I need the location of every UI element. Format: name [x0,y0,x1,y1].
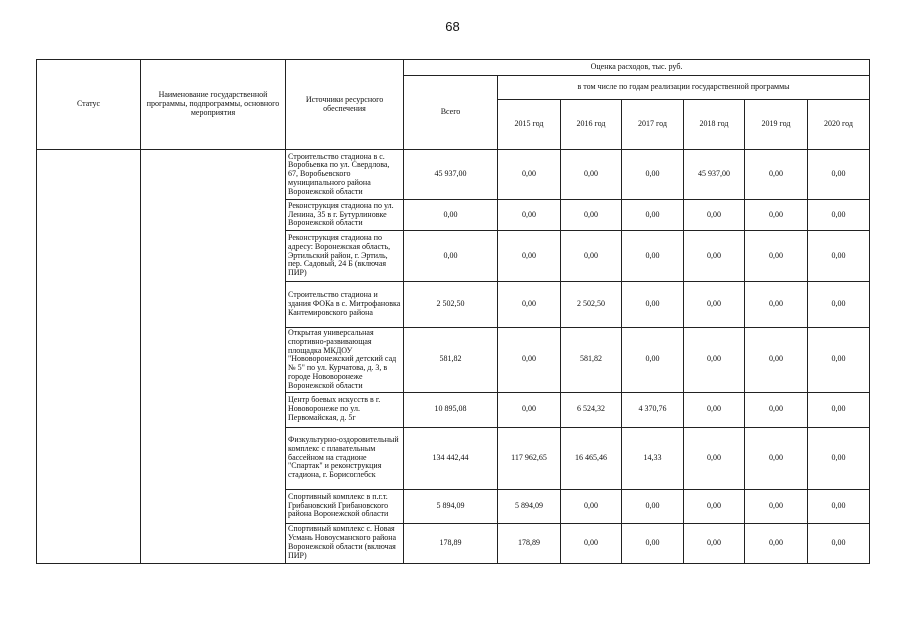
source-cell: Открытая универсальная спортивно-развивающая площадка МКДОУ "Нововоронежский детский сад № 5" по ул. Курчатова, д. 3, в городе Нововоронеже Воронежской области [286,328,404,393]
header-year-2020: 2020 год [808,100,870,150]
year-cell: 0,00 [684,489,745,523]
year-cell: 0,00 [498,282,561,328]
year-cell: 117 962,65 [498,427,561,489]
header-status: Статус [37,60,141,150]
year-cell: 0,00 [622,489,684,523]
header-year-2016: 2016 год [561,100,622,150]
total-cell: 45 937,00 [404,150,498,200]
year-cell: 0,00 [808,328,870,393]
total-cell: 0,00 [404,231,498,282]
year-cell: 4 370,76 [622,392,684,427]
header-year-2017: 2017 год [622,100,684,150]
year-cell: 178,89 [498,523,561,563]
year-cell: 0,00 [561,150,622,200]
year-cell: 0,00 [808,427,870,489]
budget-table [36,59,870,564]
year-cell: 0,00 [745,282,808,328]
header-year-2018: 2018 год [684,100,745,150]
year-cell: 0,00 [561,231,622,282]
year-cell: 0,00 [684,523,745,563]
year-cell: 0,00 [498,392,561,427]
year-cell: 6 524,32 [561,392,622,427]
year-cell: 0,00 [622,150,684,200]
year-cell: 0,00 [684,200,745,231]
source-cell: Спортивный комплекс с. Новая Усмань Новоусманского района Воронежской области (включая ПИР) [286,523,404,563]
year-cell: 0,00 [622,328,684,393]
header-total: Всего [404,76,498,150]
year-cell: 0,00 [808,200,870,231]
table-body [37,150,870,564]
year-cell: 14,33 [622,427,684,489]
status-cell [37,150,141,564]
header-by-years: в том числе по годам реализации государственной программы [498,76,870,100]
total-cell: 10 895,08 [404,392,498,427]
total-cell: 5 894,09 [404,489,498,523]
year-cell: 0,00 [498,200,561,231]
header-estimate: Оценка расходов, тыс. руб. [404,60,870,76]
source-cell: Реконструкция стадиона по адресу: Воронежская область, Эртильский район, г. Эртиль, пер. Садовый, 24 Б (включая ПИР) [286,231,404,282]
year-cell: 0,00 [561,489,622,523]
total-cell: 178,89 [404,523,498,563]
total-cell: 2 502,50 [404,282,498,328]
total-cell: 0,00 [404,200,498,231]
year-cell: 0,00 [745,200,808,231]
year-cell: 0,00 [808,489,870,523]
year-cell: 0,00 [684,231,745,282]
total-cell: 134 442,44 [404,427,498,489]
year-cell: 0,00 [808,282,870,328]
page-number: 68 [445,19,460,34]
source-cell: Физкультурно-оздоровительный комплекс с плавательным бассейном на стадионе "Спартак" и реконструкция стадиона, г. Борисоглебск [286,427,404,489]
source-cell: Спортивный комплекс в п.г.т. Грибановский Грибановского района Воронежской области [286,489,404,523]
year-cell: 5 894,09 [498,489,561,523]
year-cell: 0,00 [745,427,808,489]
year-cell: 0,00 [745,231,808,282]
year-cell: 0,00 [745,489,808,523]
year-cell: 0,00 [808,392,870,427]
year-cell: 0,00 [745,392,808,427]
year-cell: 0,00 [745,328,808,393]
total-cell: 581,82 [404,328,498,393]
year-cell: 581,82 [561,328,622,393]
year-cell: 0,00 [745,150,808,200]
year-cell: 0,00 [622,200,684,231]
year-cell: 0,00 [808,231,870,282]
year-cell: 16 465,46 [561,427,622,489]
source-cell: Реконструкция стадиона по ул. Ленина, 35 в г. Бутурлиновке Воронежской области [286,200,404,231]
year-cell: 0,00 [745,523,808,563]
year-cell: 2 502,50 [561,282,622,328]
year-cell: 0,00 [808,523,870,563]
header-program-name: Наименование государственной программы, подпрограммы, основного мероприятия [141,60,286,150]
source-cell: Центр боевых искусств в г. Нововоронеже по ул. Первомайская, д. 5г [286,392,404,427]
table-row [37,150,870,200]
header-year-2015: 2015 год [498,100,561,150]
year-cell: 0,00 [622,282,684,328]
year-cell: 45 937,00 [684,150,745,200]
header-year-2019: 2019 год [745,100,808,150]
program-name-cell [141,150,286,564]
source-cell: Строительство стадиона в с. Воробьевка по ул. Свердлова, 67, Воробьевского муниципального района Воронежской области [286,150,404,200]
year-cell: 0,00 [684,392,745,427]
year-cell: 0,00 [684,282,745,328]
year-cell: 0,00 [498,150,561,200]
source-cell: Строительство стадиона и здания ФОКа в с. Митрофановка Кантемировского района [286,282,404,328]
year-cell: 0,00 [684,328,745,393]
year-cell: 0,00 [498,231,561,282]
header-resource-sources: Источники ресурсного обеспечения [286,60,404,150]
year-cell: 0,00 [561,200,622,231]
year-cell: 0,00 [684,427,745,489]
year-cell: 0,00 [498,328,561,393]
table-header [37,60,870,150]
year-cell: 0,00 [561,523,622,563]
year-cell: 0,00 [622,231,684,282]
year-cell: 0,00 [808,150,870,200]
year-cell: 0,00 [622,523,684,563]
